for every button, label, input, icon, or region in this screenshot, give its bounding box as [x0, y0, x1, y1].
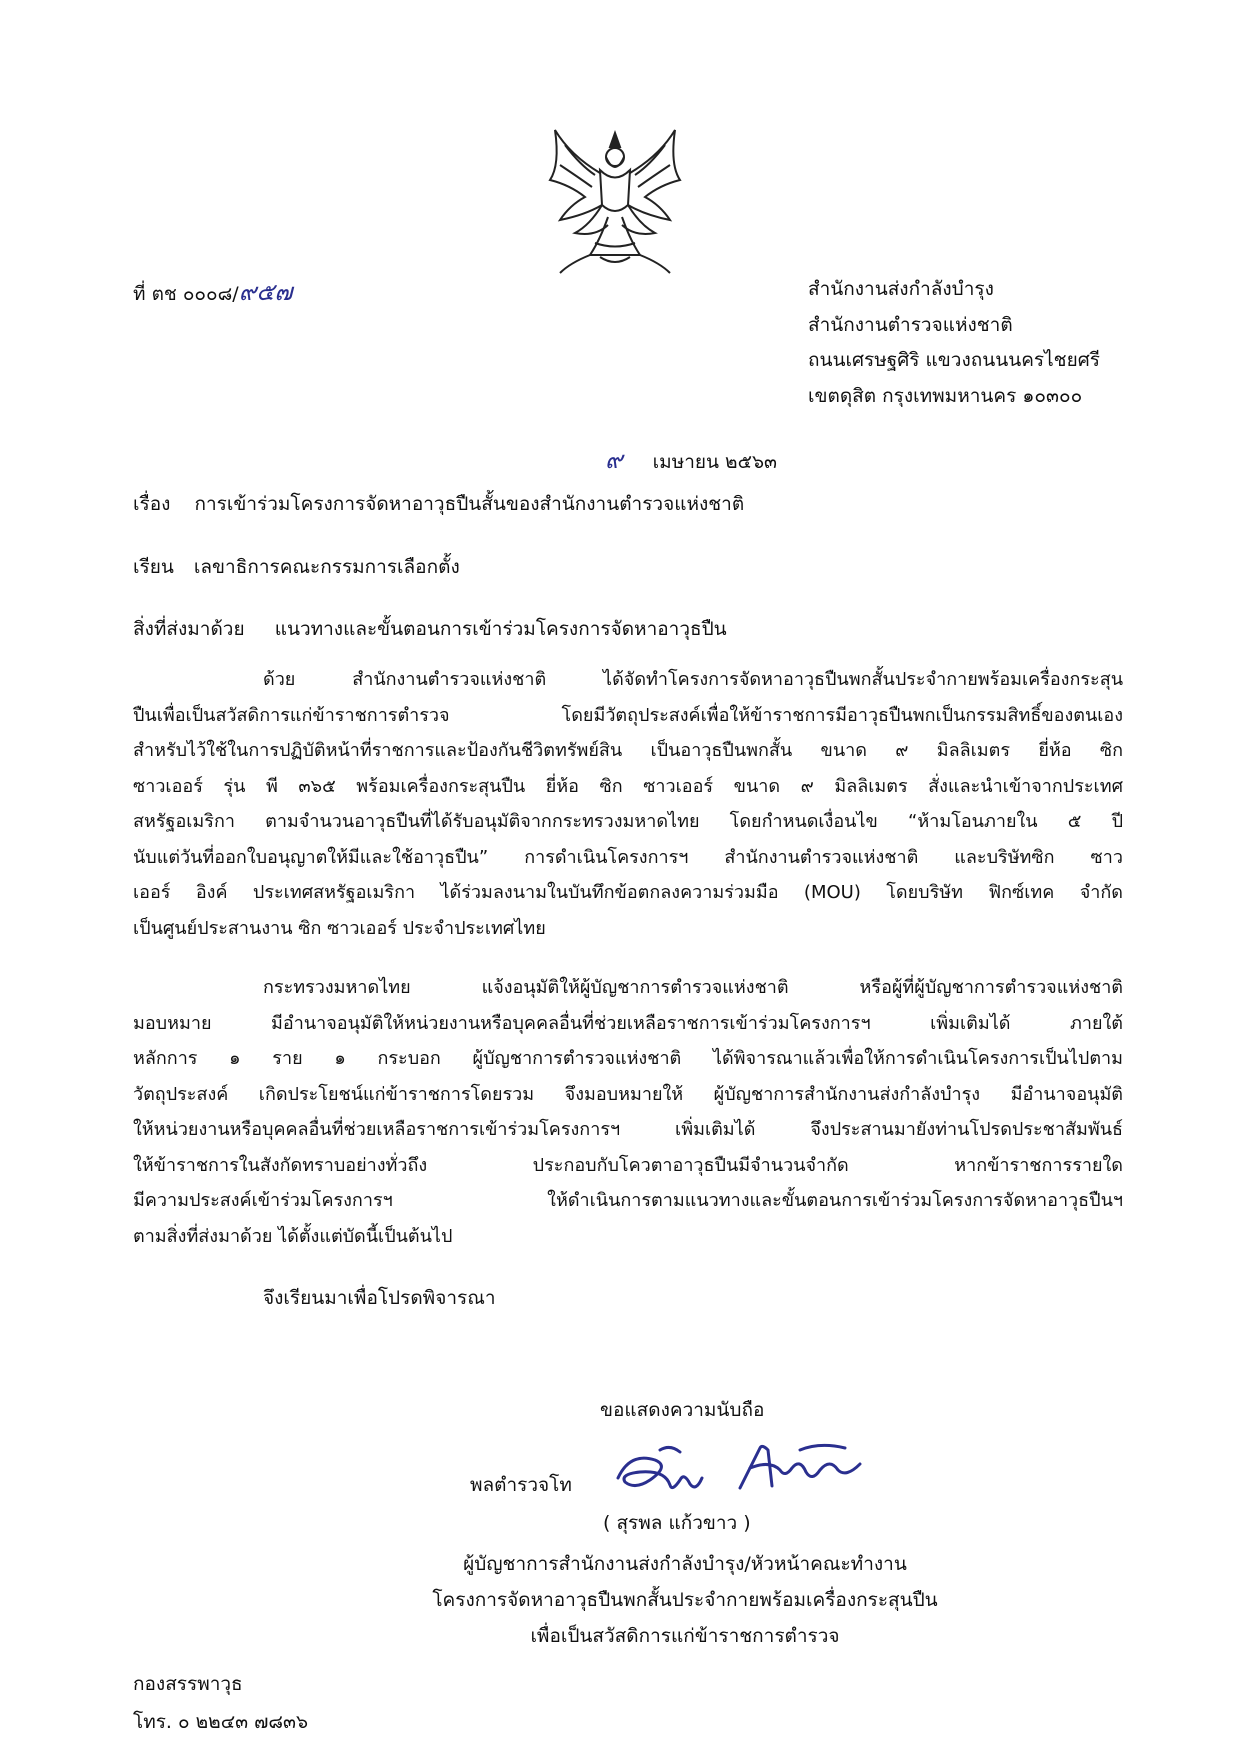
position-line: โครงการจัดหาอาวุธปืนพกสั้นประจำกายพร้อมเครื่องกระสุนปืน: [432, 1589, 938, 1611]
reference-number: [133, 272, 292, 311]
subject-label: เรื่อง: [133, 493, 171, 515]
paragraph-line: มีความประสงค์เข้าร่วมโครงการฯ ให้ดำเนินการตามแนวทางและขั้นตอนการเข้าร่วมโครงการจัดหาอาวุธปืนฯ: [133, 1190, 1123, 1211]
enclosure-label: สิ่งที่ส่งมาด้วย: [133, 618, 245, 640]
paragraph-line: เออร์ อิงค์ ประเทศสหรัฐอเมริกา ได้ร่วมลงนามในบันทึกข้อตกลงความร่วมมือ (MOU) โดยบริษัท ฟิกซ์เทค จำกัด: [133, 882, 1123, 903]
paragraph-line: วัตถุประสงค์ เกิดประโยชน์แก่ข้าราชการโดยรวม จึงมอบหมายให้ ผู้บัญชาการสำนักงานส่งกำลังบำรุง มีอำนาจอนุมัติ: [133, 1083, 1123, 1105]
position-line: ผู้บัญชาการสำนักงานส่งกำลังบำรุง/หัวหน้าคณะทำงาน: [463, 1553, 907, 1575]
date-month-year: เมษายน ๒๕๖๓: [652, 451, 777, 473]
garuda-emblem-icon: [540, 125, 690, 275]
paragraph-line: ปืนเพื่อเป็นสวัสดิการแก่ข้าราชการตำรวจ โดยมีวัตถุประสงค์เพื่อให้ข้าราชการมีอาวุธปืนพกเป็นกรรมสิทธิ์ของตนเอง: [133, 704, 1123, 726]
paragraph-line: หลักการ ๑ ราย ๑ กระบอก ผู้บัญชาการตำรวจแห่งชาติ ได้พิจารณาแล้วเพื่อให้การดำเนินโครงการเป็นไปตาม: [133, 1048, 1123, 1069]
reference-label: ที่ ตช ๐๐๐๘/: [133, 283, 239, 305]
signer-position: [400, 1546, 970, 1654]
paragraph-line: เป็นศูนย์ประสานงาน ซิก ซาวเออร์ ประจำประเทศไทย: [133, 917, 546, 939]
address-line: ถนนเศรษฐศิริ แขวงถนนนครไชยศรี: [808, 349, 1100, 371]
signer-name: ( สุรพล แก้วขาว ): [603, 1512, 751, 1534]
address-line: สำนักงานตำรวจแห่งชาติ: [808, 313, 1013, 336]
office-phone: โทร. ๐ ๒๒๔๓ ๗๘๓๖: [133, 1711, 309, 1733]
addressee-text: เลขาธิการคณะกรรมการเลือกตั้ง: [193, 556, 460, 578]
addressee-label: เรียน: [133, 556, 174, 578]
position-line: เพื่อเป็นสวัสดิการแก่ข้าราชการตำรวจ: [530, 1625, 840, 1647]
paragraph-line: ตามสิ่งที่ส่งมาด้วย ได้ตั้งแต่บัดนี้เป็นต้นไป: [133, 1225, 453, 1247]
paragraph-line: ซาวเออร์ รุ่น พี ๓๖๕ พร้อมเครื่องกระสุนปืน ยี่ห้อ ซิก ซาวเออร์ ขนาด ๙ มิลลิเมตร สั่งและนำเข้าจากประเทศ: [133, 775, 1123, 797]
enclosure-line: [133, 614, 727, 644]
closing-request: จึงเรียนมาเพื่อโปรดพิจารณา: [263, 1287, 496, 1309]
paragraph-line: มอบหมาย มีอำนาจอนุมัติให้หน่วยงานหรือบุคคลอื่นที่ช่วยเหลือราชการเข้าร่วมโครงการฯ เพิ่มเติมได้ ภายใต้: [133, 1012, 1123, 1034]
address-line: เขตดุสิต กรุงเทพมหานคร ๑๐๓๐๐: [808, 384, 1083, 407]
signer-rank: พลตำรวจโท: [470, 1474, 572, 1496]
body-paragraph-1: [133, 662, 1123, 946]
addressee-line: [133, 552, 460, 582]
address-line: สำนักงานส่งกำลังบำรุง: [808, 278, 994, 300]
paragraph-line: สหรัฐอเมริกา ตามจำนวนอาวุธปืนที่ได้รับอนุมัติจากกระทรวงมหาดไทย โดยกำหนดเงื่อนไข “ห้ามโอนภายใน ๕ ปี: [133, 811, 1123, 832]
sender-address: [808, 272, 1100, 414]
office-contact: [133, 1665, 308, 1741]
subject-line: [133, 489, 744, 519]
office-name: กองสรรพาวุธ: [133, 1673, 243, 1695]
date-handwritten-day: ๙: [605, 446, 623, 474]
complimentary-close: ขอแสดงความนับถือ: [600, 1399, 765, 1421]
paragraph-line: สำหรับไว้ใช้ในการปฏิบัติหน้าที่ราชการและป้องกันชีวิตทรัพย์สิน เป็นอาวุธปืนพกสั้น ขนาด ๙ มิลลิเมตร ยี่ห้อ ซิก: [133, 740, 1123, 761]
body-paragraph-2: [133, 970, 1123, 1254]
paragraph-line: กระทรวงมหาดไทย แจ้งอนุมัติให้ผู้บัญชาการตำรวจแห่งชาติ หรือผู้ที่ผู้บัญชาการตำรวจแห่งชาติ: [263, 977, 1123, 998]
paragraph-line: ให้หน่วยงานหรือบุคคลอื่นที่ช่วยเหลือราชการเข้าร่วมโครงการฯ เพิ่มเติมได้ จึงประสานมายังท่านโปรดประชาสัมพันธ์: [133, 1119, 1123, 1140]
reference-handwritten-number: ๙๕๗: [238, 278, 293, 306]
signature-image: [610, 1440, 870, 1500]
letter-date: [605, 440, 777, 479]
paragraph-line: ด้วย สำนักงานตำรวจแห่งชาติ ได้จัดทำโครงการจัดหาอาวุธปืนพกสั้นประจำกายพร้อมเครื่องกระสุน: [263, 669, 1123, 690]
paragraph-line: ให้ข้าราชการในสังกัดทราบอย่างทั่วถึง ประกอบกับโควตาอาวุธปืนมีจำนวนจำกัด หากข้าราชการรายใด: [133, 1154, 1123, 1176]
paragraph-line: นับแต่วันที่ออกใบอนุญาตให้มีและใช้อาวุธปืน” การดำเนินโครงการฯ สำนักงานตำรวจแห่งชาติ และบริษัทซิก ซาว: [133, 846, 1123, 868]
enclosure-text: แนวทางและขั้นตอนการเข้าร่วมโครงการจัดหาอาวุธปืน: [274, 618, 727, 640]
subject-text: การเข้าร่วมโครงการจัดหาอาวุธปืนสั้นของสำนักงานตำรวจแห่งชาติ: [194, 493, 745, 515]
